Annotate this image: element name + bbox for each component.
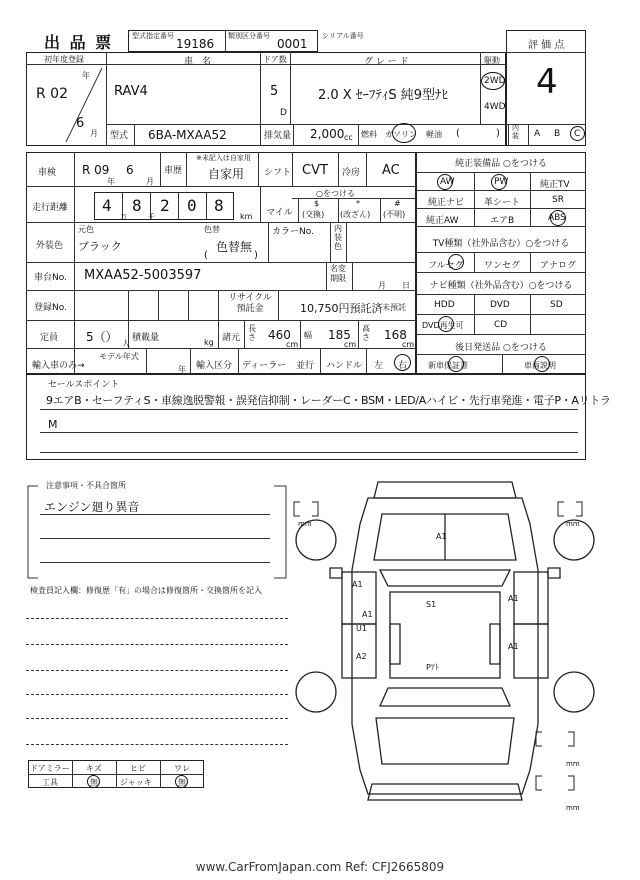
tools-crack: ヒビ xyxy=(130,764,146,773)
fuel-value: ガソリン xyxy=(385,130,417,139)
option-pw: PW xyxy=(494,177,509,187)
mileage-mile: マイル xyxy=(266,208,293,218)
mileage-digit: 8 xyxy=(214,196,224,215)
mileage-tamper-b: (改ざん) xyxy=(340,210,371,219)
tire-fl-unit: mm xyxy=(298,520,312,528)
orig-color-label: 元色 xyxy=(78,225,94,234)
damage-mark: A1 xyxy=(362,610,373,619)
mileage-digit: 8 xyxy=(132,196,142,215)
tools-label: 工具 xyxy=(42,778,58,787)
score-value: 4 xyxy=(536,62,558,102)
sales-line-2: M xyxy=(48,418,58,431)
mileage-digit: 2 xyxy=(160,196,170,215)
handle-circle-mark xyxy=(394,354,411,371)
ext-color-label: 外装色 xyxy=(36,241,64,251)
inspection-label: 車検 xyxy=(38,168,57,178)
ac-value: AC xyxy=(382,163,400,178)
length-unit: cm xyxy=(286,340,299,349)
damage-mark: S1 xyxy=(426,600,437,609)
jack-value: 無 xyxy=(178,778,186,787)
interior-color-label: 内装色 xyxy=(334,224,342,251)
navi-type-title: ナビ種類（社外品含む）○をつける xyxy=(429,281,573,291)
tv-type-title: TV種類（社外品含む）○をつける xyxy=(432,239,570,249)
drive-circle-mark xyxy=(481,72,505,90)
car-name-label: 車 名 xyxy=(184,57,212,67)
dims-label: 諸元 xyxy=(222,333,241,343)
reg-label: 登録No. xyxy=(34,303,67,313)
tire-rr-unit: mm xyxy=(566,804,580,812)
damage-mark: A1 xyxy=(508,642,519,651)
jack-label: ジャッキ xyxy=(120,778,152,787)
tools-scratch: キズ xyxy=(86,764,102,773)
inspection-month-unit: 月 xyxy=(146,177,154,186)
type-value: 6BA-MXAA52 xyxy=(148,128,227,142)
mileage-label: 走行距離 xyxy=(32,203,69,213)
navi-hdd: HDD xyxy=(434,300,455,310)
navi-cd: CD xyxy=(494,320,508,330)
navi-sd: SD xyxy=(550,300,563,310)
shift-value: CVT xyxy=(302,163,328,178)
option-alloy: 純正AW xyxy=(426,216,459,226)
tools-broken: ワレ xyxy=(174,764,190,773)
mileage-exchange-a: $ xyxy=(314,199,320,208)
drive-2wd: 2WD xyxy=(484,76,506,86)
sales-label: セールスポイント xyxy=(48,380,120,390)
chassis-value: MXAA52-5003597 xyxy=(84,268,202,283)
mileage-digit: 0 xyxy=(187,196,197,215)
import-label: 輸入車のみ→ xyxy=(32,361,85,371)
inspection-value: R 09 xyxy=(82,163,110,177)
footer-watermark: www.CarFromJapan.com Ref: CFJ2665809 xyxy=(195,860,445,874)
notes-line-1: エンジン廻り異音 xyxy=(44,500,140,514)
interior-b: B xyxy=(554,129,561,139)
model-year-label: モデル年式 xyxy=(99,352,139,361)
damage-mark: A1 xyxy=(436,532,447,541)
grade-label: グ レ ー ド xyxy=(364,57,409,67)
doors-label: ドア数 xyxy=(263,55,287,64)
capacity-label: 定員 xyxy=(40,333,59,343)
tools-mirror: ドアミラー xyxy=(30,764,70,773)
height-unit: cm xyxy=(402,340,415,349)
displacement-unit: cc xyxy=(344,133,353,142)
damage-mark: Pｱﾄ xyxy=(426,663,439,672)
name-change-label: 名変期限 xyxy=(330,264,346,283)
capacity-unit: 人 xyxy=(122,339,130,348)
divider-slash xyxy=(62,64,106,146)
car-name-value: RAV4 xyxy=(114,84,148,99)
inspection-year-unit: 年 xyxy=(107,177,115,186)
score-label: 評 価 点 xyxy=(528,40,565,51)
height-value: 168 xyxy=(384,328,407,342)
color-change-value: 色替無 xyxy=(216,240,253,254)
mileage-unit: km xyxy=(240,212,253,221)
tv-oneseg: ワンセグ xyxy=(484,261,521,271)
tire-fr-unit: mm xyxy=(566,520,580,528)
drive-label: 駆動 xyxy=(484,56,500,65)
damage-mark: A1 xyxy=(508,594,519,603)
shift-label: シフト xyxy=(264,168,292,178)
name-change-month-unit: 月 xyxy=(378,281,386,290)
model-cert-label: 型式指定番号 xyxy=(132,32,174,40)
displacement-value: 2,000 xyxy=(310,127,345,141)
load-unit: kg xyxy=(204,338,214,347)
diesel-label: 軽油 xyxy=(426,130,442,139)
later-items-title: 後日発送品 ○をつける xyxy=(455,343,547,353)
mileage-unknown-a: # xyxy=(394,199,401,208)
import-dealer: ディーラー xyxy=(242,361,287,371)
model-cert-value: 19186 xyxy=(176,37,215,51)
tv-fullseg: フルセグ xyxy=(428,261,464,271)
import-parallel: 並行 xyxy=(296,361,315,371)
mileage-digit: 4 xyxy=(102,196,112,215)
car-condition-diagram xyxy=(290,474,600,814)
length-value: 460 xyxy=(268,328,291,342)
grade-value: 2.0 X ｾｰﾌﾃｨS 純9型ﾅﾋ xyxy=(318,88,449,103)
color-change-label: 色替 xyxy=(204,225,220,234)
inspector-label: 検査員記入欄：修復歴「有」の場合は修復箇所・交換箇所を記入 xyxy=(30,586,262,595)
displacement-label: 排気量 xyxy=(264,131,292,141)
year-unit: 年 xyxy=(82,71,90,80)
mileage-unknown-b: (不明) xyxy=(383,210,406,219)
damage-mark: U1 xyxy=(356,624,367,633)
mileage-tamper-a: * xyxy=(356,199,360,208)
ext-color-value: ブラック xyxy=(78,240,122,253)
tools-value: 無 xyxy=(90,778,98,787)
inspection-month: 6 xyxy=(126,163,134,177)
option-tv: 純正TV xyxy=(540,180,570,190)
handle-left: 左 xyxy=(374,361,384,371)
width-value: 185 xyxy=(328,328,351,342)
mileage-circle-note: ○をつける xyxy=(316,189,355,198)
drive-4wd: 4WD xyxy=(484,102,506,112)
option-abs: ABS xyxy=(548,213,566,223)
mileage-exchange-b: (交換) xyxy=(302,210,325,219)
ac-label: 冷房 xyxy=(342,168,361,178)
option-sr: SR xyxy=(552,195,564,205)
notes-label: 注意事項・不具合箇所 xyxy=(46,481,126,490)
history-value: 自家用 xyxy=(208,167,245,181)
width-unit: cm xyxy=(344,340,357,349)
handle-label: ハンドル xyxy=(326,361,363,371)
color-no-label: カラーNo. xyxy=(272,227,314,237)
interior-circle-mark xyxy=(570,126,585,141)
option-aw: AW xyxy=(440,177,455,187)
damage-mark: A2 xyxy=(356,652,367,661)
tv-analog: アナログ xyxy=(540,261,577,271)
handle-right: 右 xyxy=(398,361,408,371)
length-label: 長さ xyxy=(248,324,256,342)
fuel-circle-mark xyxy=(392,123,416,143)
chassis-label: 車台No. xyxy=(34,273,67,283)
later-record: 車両説明 xyxy=(524,361,556,370)
history-note: ※未記入は自家用 xyxy=(196,154,251,162)
type-label: 型式 xyxy=(110,131,129,141)
fuel-label: 燃料 xyxy=(361,130,377,139)
import-kind-label: 輸入区分 xyxy=(196,361,233,371)
serial-label: シリアル番号 xyxy=(322,32,364,40)
recycle-label: リサイクル預託金 xyxy=(228,293,272,314)
option-airbag: エアB xyxy=(490,216,515,226)
tire-rl-unit: mm xyxy=(566,760,580,768)
doors-value: 5 xyxy=(270,84,279,99)
recycle-value: 10,750円預託済 xyxy=(300,302,383,315)
recycle-unpaid: 未預託 xyxy=(382,303,406,312)
category-value: 0001 xyxy=(277,37,308,51)
mileage-man: 万 xyxy=(120,213,127,221)
first-reg-month: 6 xyxy=(76,116,85,131)
factory-options-title: 純正装備品 ○をつける xyxy=(455,159,547,169)
sales-line-1: 9エアB・セーフティS・車線逸脱警報・誤発信抑制・レーダーC・BSM・LED/Aハイビ・先行車発進・電子P・Aリトラ xyxy=(46,394,611,407)
load-label: 積載量 xyxy=(132,333,160,343)
navi-dvd-play: DVD再生可 xyxy=(422,321,464,330)
option-leather: 革シート xyxy=(484,198,521,208)
option-navi: 純正ナビ xyxy=(428,198,465,208)
navi-dvd: DVD xyxy=(490,300,510,310)
width-label: 幅 xyxy=(304,331,312,340)
height-label: 高さ xyxy=(362,324,370,342)
doors-suffix: D xyxy=(280,108,287,118)
category-label: 類別区分番号 xyxy=(228,32,270,40)
model-year-unit: 年 xyxy=(178,365,186,374)
history-label: 車歴 xyxy=(164,166,183,176)
interior-label: 内装 xyxy=(512,124,519,140)
interior-c: C xyxy=(574,129,581,139)
first-reg-label: 初年度登録 xyxy=(44,55,84,64)
damage-mark: A1 xyxy=(352,580,363,589)
month-unit: 月 xyxy=(90,129,98,138)
first-reg-year: R 02 xyxy=(36,86,68,102)
notes-bracket xyxy=(24,484,294,584)
later-warranty: 新車保証書 xyxy=(428,361,468,370)
mileage-sen: 千 xyxy=(148,213,155,221)
interior-a: A xyxy=(534,129,541,139)
sheet-title: 出 品 票 xyxy=(44,33,114,52)
capacity-value: 5（） xyxy=(86,330,118,344)
